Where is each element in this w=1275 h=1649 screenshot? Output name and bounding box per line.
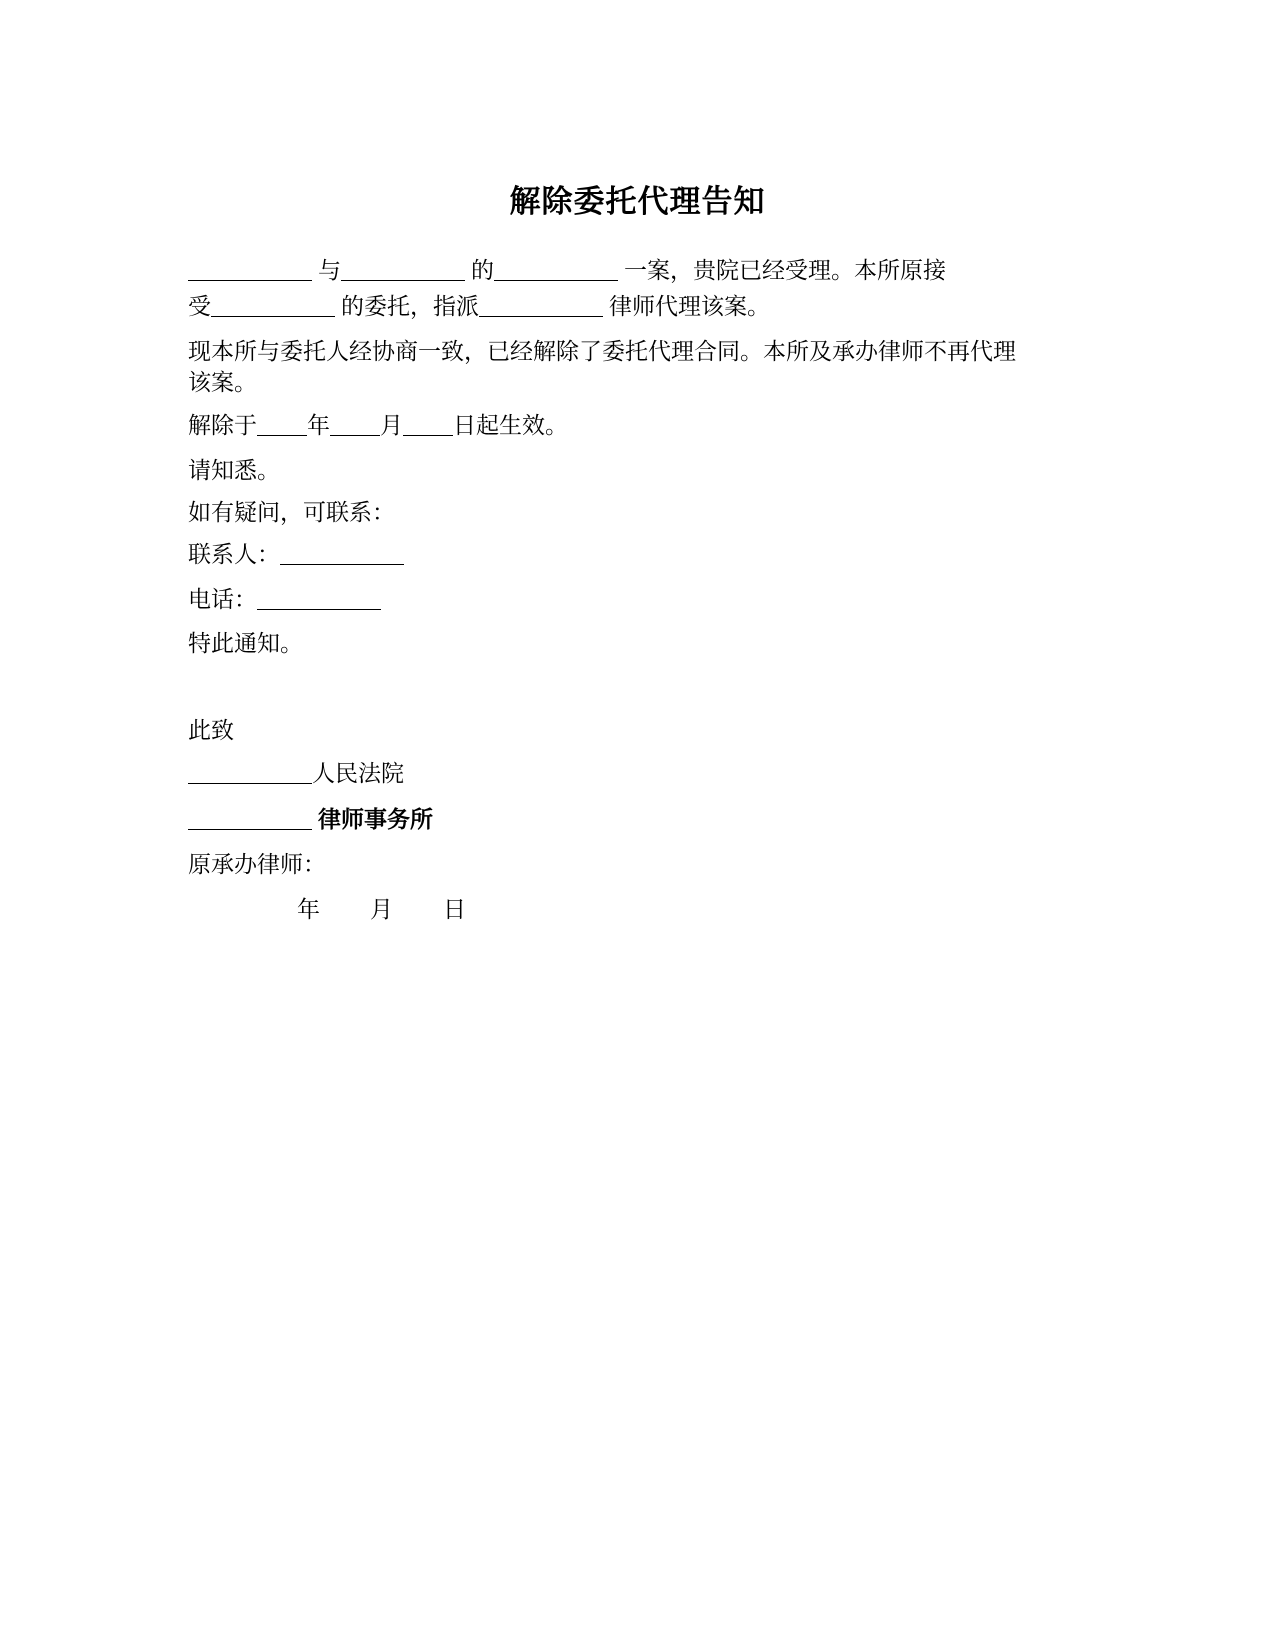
contact-person-blank[interactable] bbox=[280, 540, 404, 565]
effective-date-line bbox=[188, 411, 568, 441]
sign-month-label: 月 bbox=[370, 897, 393, 923]
effective-month-label: 月 bbox=[380, 413, 403, 439]
please-note: 请知悉。 bbox=[188, 458, 280, 484]
original-lawyer: 原承办律师： bbox=[188, 852, 326, 878]
termination-line-2: 该案。 bbox=[188, 370, 257, 396]
court-line bbox=[188, 759, 404, 789]
law-firm-label: 律师事务所 bbox=[318, 807, 433, 833]
sign-day-label: 日 bbox=[443, 897, 466, 923]
document-title: 解除委托代理告知 bbox=[509, 184, 766, 220]
of-text: 的 bbox=[471, 258, 494, 284]
case-type-blank[interactable] bbox=[494, 256, 618, 281]
phone-label: 电话： bbox=[188, 587, 257, 613]
contact-person-line bbox=[188, 540, 404, 570]
case-accepted-text: 一案，贵院已经受理。本所原接 bbox=[624, 258, 946, 284]
law-firm-line bbox=[188, 805, 433, 835]
case-line-1 bbox=[188, 256, 946, 286]
entrust-text: 的委托，指派 bbox=[341, 294, 479, 320]
effective-day-blank[interactable] bbox=[403, 411, 453, 436]
effective-prefix: 解除于 bbox=[188, 413, 257, 439]
effective-year-label: 年 bbox=[307, 413, 330, 439]
party-b-blank[interactable] bbox=[341, 256, 465, 281]
effective-suffix: 日起生效。 bbox=[453, 413, 568, 439]
effective-month-blank[interactable] bbox=[330, 411, 380, 436]
phone-blank[interactable] bbox=[257, 585, 381, 610]
hereby-notice: 特此通知。 bbox=[188, 631, 303, 657]
court-label: 人民法院 bbox=[312, 761, 404, 787]
contact-intro: 如有疑问，可联系： bbox=[188, 500, 395, 526]
case-line-2 bbox=[188, 292, 770, 322]
party-a-blank[interactable] bbox=[188, 256, 312, 281]
with-text: 与 bbox=[318, 258, 341, 284]
salutation-to: 此致 bbox=[188, 718, 234, 744]
law-firm-name-blank[interactable] bbox=[188, 805, 312, 830]
receive-text: 受 bbox=[188, 294, 211, 320]
termination-line-1: 现本所与委托人经协商一致，已经解除了委托代理合同。本所及承办律师不再代理 bbox=[188, 339, 1016, 365]
phone-line bbox=[188, 585, 381, 615]
sign-date-line bbox=[297, 895, 466, 925]
effective-year-blank[interactable] bbox=[257, 411, 307, 436]
sign-year-label: 年 bbox=[297, 897, 320, 923]
lawyer-agent-text: 律师代理该案。 bbox=[609, 294, 770, 320]
lawyer-name-blank[interactable] bbox=[479, 292, 603, 317]
contact-person-label: 联系人： bbox=[188, 542, 280, 568]
client-blank[interactable] bbox=[211, 292, 335, 317]
court-name-blank[interactable] bbox=[188, 759, 312, 784]
